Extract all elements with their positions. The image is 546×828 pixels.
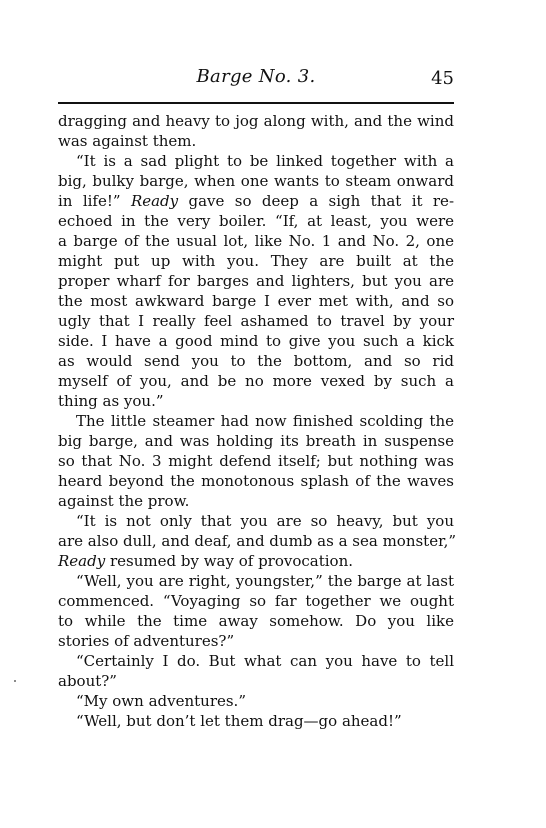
text-line: in life!” Ready gave so deep a sigh that it re- <box>58 192 455 210</box>
text-line: proper wharf for barges and lighters, but you are <box>58 272 454 290</box>
text-line: “My own adventures.” <box>76 692 246 710</box>
text-line: the most awkward barge I ever met with, and so <box>58 292 454 310</box>
text-line: are also dull, and deaf, and dumb as a sea monster,” <box>58 532 457 550</box>
scan-speck <box>14 680 16 682</box>
text-line: a barge of the usual lot, like No. 1 and No. 2, one <box>58 232 454 250</box>
text-line: “It is a sad plight to be linked together with a <box>76 152 454 170</box>
text-line: stories of adventures?” <box>58 632 235 650</box>
text-line: might put up with you. They are built at the <box>58 252 454 270</box>
text-line: echoed in the very boiler. “If, at least, you were <box>58 212 454 230</box>
running-head: Barge No. 3. <box>196 66 316 87</box>
text-line: against the prow. <box>58 492 190 510</box>
page-number: 45 <box>431 68 454 89</box>
text-line: The little steamer had now finished scolding the <box>76 412 454 430</box>
page-header <box>58 60 454 96</box>
text-line: Ready resumed by way of provocation. <box>58 552 354 570</box>
text-line: “Well, you are right, youngster,” the barge at last <box>76 572 454 590</box>
text-line: was against them. <box>58 132 197 150</box>
text-line: ugly that I really feel ashamed to travel by your <box>58 312 454 330</box>
text-line: commenced. “Voyaging so far together we ought <box>58 592 454 610</box>
text-line: side. I have a good mind to give you such a kick <box>58 332 454 350</box>
text-line: dragging and heavy to jog along with, and the wind <box>58 112 454 130</box>
text-line: “Well, but don’t let them drag—go ahead!” <box>76 712 402 730</box>
text-line: big, bulky barge, when one wants to steam onward <box>58 172 454 190</box>
text-line: heard beyond the monotonous splash of the waves <box>58 472 454 490</box>
text-line: “Certainly I do. But what can you have to tell <box>76 652 454 670</box>
text-line: to while the time away somehow. Do you like <box>58 612 454 630</box>
body-text <box>58 111 457 731</box>
text-line: “It is not only that you are so heavy, but you <box>76 512 454 530</box>
text-line: about?” <box>58 672 117 690</box>
text-line: myself of you, and be no more vexed by such a <box>58 372 454 390</box>
text-line: as would send you to the bottom, and so rid <box>58 352 454 370</box>
text-line: big barge, and was holding its breath in suspense <box>58 432 454 450</box>
text-line: thing as you.” <box>58 392 164 410</box>
text-line: so that No. 3 might defend itself; but nothing was <box>58 452 454 470</box>
header-rule <box>58 102 454 104</box>
